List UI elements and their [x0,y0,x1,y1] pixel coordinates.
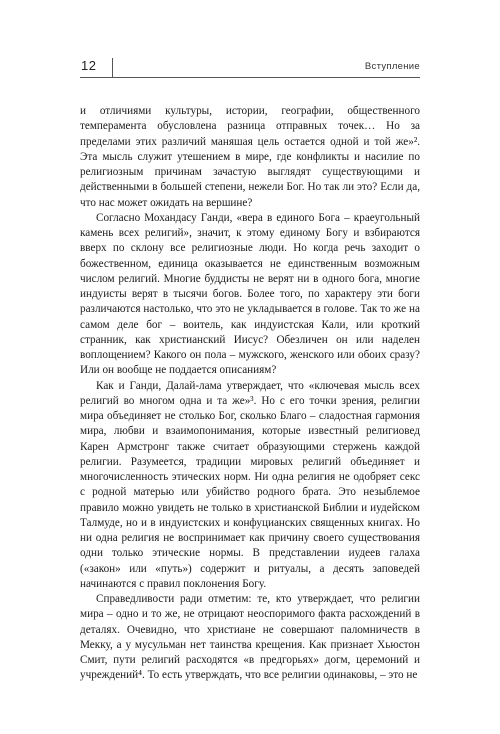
page-number: 12 [81,58,97,73]
body-text [80,104,420,684]
paragraph-continued: и отличиями культуры, истории, географии, общественного темперамента обусловлена разница отправных точек… Но за пределами этих различий маняшая цель остается одной и той же»². Эта мысль служит утешением в мире, где конфликты и насилие по религиозным причинам зачастую выглядят существующими и действенными в большей степени, нежели Бог. Но так ли это? Если да, что нас может ожидать на вершине? [80,105,420,209]
paragraph-gandhi: Согласно Мохандасу Ганди, «вера в единого Бога – краеугольный камень всех религий», значит, к этому единому Богу и взбираются вверх по склону все религиозные люди. Но когда речь заходит о божественном, единица оказывается не единственным возможным числом религий. Многие буддисты не верят ни в одного бога, многие индуисты верят в тысячи богов. Более того, по характеру эти боги различаются настолько, что это не укладывается в голове. Так то же на самом деле бог – воитель, как индуистская Кали, или кроткий странник, как христианский Иисус? Обезличен он или наделен воплощением? Какого он пола – мужского, женского или обоих сразу? Или он вообще не поддается описаниям? [80,211,420,377]
header-tick [112,58,113,78]
paragraph-dalai-lama: Как и Ганди, Далай-лама утверждает, что «ключевая мысль всех религий во многом одна и та же»³. Но с его точки зрения, религии мира объединяет не столько Бог, сколько Благо – сладостная гармония мира, любви и взаимопонимания, которые известный религиовед Карен Армстронг также считает образующими стержень каждой религии. Разумеется, традиции мировых религий объединяет и многочисленность этических норм. Ни одна религия не одобряет секс с родной матерью или убийство родного брата. Это незыблемое правило можно увидеть не только в христианской Библии и иудейском Талмуде, но и в индуистских и конфуцианских священных книгах. Но ни одна религия не воспринимает как причину своего существования одни только этические нормы. В представлении иудеев галаха («закон» или «путь») содержит и ритуалы, а десять заповедей начинаются с правил поклонения Богу. [80,379,420,590]
running-head: Вступление [364,61,420,72]
paragraph-fairness: Справедливости ради отметим: те, кто утверждает, что религии мира – одно и то же, не отрицают неоспоримого факта расхождений в деталях. Очевидно, что христиане не совершают паломничеств в Мекку, а у мусульман нет таинства крещения. Как признает Хьюстон Смит, пути религий расходятся «в предгорьях» догм, церемоний и учреждений⁴. То есть утверждать, что все религии одинаковы, – это не [80,593,420,682]
header-rule [80,77,420,78]
